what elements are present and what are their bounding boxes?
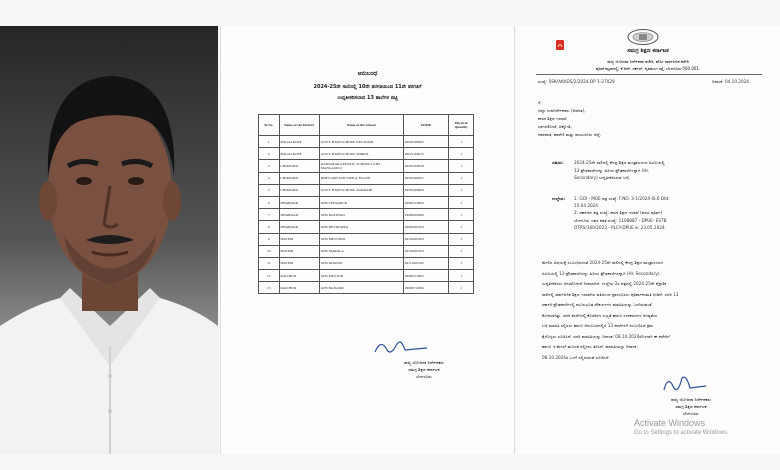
subject-line: Secondary) ಉನ್ನತೀಕರಿಸಿರುವ ಬಗ್ಗೆ.	[574, 175, 631, 180]
cell-school-name: GHS KHANGI	[319, 257, 403, 269]
subject-line: 13 ಪ್ರೌಢಶಾಲೆಗಳನ್ನು ಹಿರಿಯ ಪ್ರೌಢಶಾಲೆಗಳನ್ನಾಗಿ (Hr.	[574, 167, 650, 173]
cell-slno: 3	[259, 160, 280, 172]
recipient-line: ಗೆ,	[538, 100, 542, 105]
cell-quantity: 1	[449, 282, 474, 294]
cell-school-name: GHS DEVIKOPPA	[319, 221, 403, 233]
official-letter	[516, 26, 780, 454]
table-row	[259, 245, 474, 257]
annexure-document	[220, 26, 515, 454]
annexure-title: 2024-25ನೇ ಸಾಲಿನಲ್ಲಿ 10ನೇ ತರಗತಿಯಿಂದ 11ನೇ ತರಗತಿಗೆ	[313, 84, 422, 90]
reference-number: ಸಂಖ್ಯೆ: SSK/AKADS/2/2024-DP 1-27029	[538, 79, 615, 84]
subject-line: 2024-25ನೇ ಸಾಲಿನಲ್ಲಿ ಕೇಂದ್ರ ಶಿಕ್ಷಣ ಮಂತ್ರಾಲಯದ ಪಿಎಬಿಯಲ್ಲಿ	[574, 160, 665, 165]
reference-label: ಉಲ್ಲೇಖ:	[552, 196, 566, 201]
cell-district: DHARWAD	[279, 209, 319, 221]
body-line: ಸಾಲಿನಲ್ಲಿ ಸಾರ್ವಜನಿಕ ಶಿಕ್ಷಣ ಇಲಾಖೆಯ ವತಿಯಿಂದ ಪ್ರಾರಂಭಿಸಲು ಪೂರ್ವಾನುಮತಿ ನೀಡಿದೆ. ಸದರಿ 13	[542, 291, 679, 297]
column-header-district: Name of the District	[279, 115, 319, 136]
table-row	[259, 160, 474, 172]
table-row	[259, 257, 474, 269]
cell-udise: 29021103015	[403, 148, 449, 160]
cell-udise: 29020108202	[403, 136, 449, 148]
cell-school-name: GHS BAJGODI	[319, 282, 403, 294]
cell-udise: 29060712004	[403, 282, 449, 294]
cell-district: DHARWAD	[279, 196, 319, 208]
cell-quantity: 1	[449, 160, 474, 172]
letter-org-name: ಸಮಗ್ರ ಶಿಕ್ಷಣ ಕರ್ನಾಟಕ	[627, 48, 669, 54]
cell-district: CHIKKODI	[279, 160, 319, 172]
recipient-line: ಶಾಲಾ ಶಿಕ್ಷಣ ಇಲಾಖೆ,	[538, 116, 568, 121]
signatory-city: ಬೆಂಗಳೂರು	[416, 374, 432, 379]
annexure-subtitle: ಉನ್ನತೀಕರಿಸಲಾದ 13 ಶಾಲೆಗಳ ಪಟ್ಟಿ	[337, 95, 398, 101]
body-line: ಕೈಗೊಳ್ಳಲು ಸೂಚಿಸಿದೆ. ಸದರಿ ಮಾಹಿತಿಯನ್ನು ದಿನಾಂಕ: 08.10.2024ರೊಳಗಾಗಿ ಈ ಕಚೇರಿಗೆ	[542, 333, 670, 339]
body-line: ಹಾಗೂ ಇ-ಮೇಲ್ ಮೂಲಕ ಸಲ್ಲಿಸಲು ತಿಳಿಸಿದೆ. ಮಾಹಿತಿಯನ್ನು ದಿನಾಂಕ:	[542, 344, 638, 349]
emblem-logo	[626, 28, 660, 46]
cell-district: HAVERI	[279, 257, 319, 269]
reference-line: 15.04.2024	[574, 203, 598, 209]
school-list-table	[258, 114, 474, 294]
table-row	[259, 196, 474, 208]
cell-slno: 9	[259, 233, 280, 245]
cell-school-name: GHS VEERAPUR	[319, 196, 403, 208]
table-row	[259, 233, 474, 245]
cell-udise: 29111603102	[403, 257, 449, 269]
body-line: ಸರ್ಕಾರಿ ಪ್ರೌಢಶಾಲೆಗಳಲ್ಲಿ ಮೂಲಭೂತ ಸೌಕರ್ಯಗಳ ಮಾಹಿತಿಯನ್ನು ಒದಗಿಸುವಂತೆ	[542, 302, 652, 307]
cell-quantity: 1	[449, 221, 474, 233]
table-body	[259, 136, 474, 294]
cell-udise: 29110603103	[403, 233, 449, 245]
table-row	[259, 221, 474, 233]
cell-quantity: 1	[449, 209, 474, 221]
recipient-line: ಜಿಲ್ಲಾ ಉಪನಿರ್ದೇಶಕರು (ಆಡಳಿತ),	[538, 108, 586, 113]
letter-signature-scribble	[660, 372, 710, 394]
activate-windows-title: Activate Windows	[634, 418, 706, 428]
cell-district: BAGALKOTE	[279, 136, 319, 148]
table-row	[259, 172, 474, 184]
cell-udise: 29301408404	[403, 184, 449, 196]
cell-quantity: 1	[449, 257, 474, 269]
body-line: ಮೇಲಿನ ವಿಷಯಕ್ಕೆ ಸಂಬಂಧಿಸಿದಂತೆ 2024-25ನೇ ಸಾಲಿನಲ್ಲಿ ಕೇಂದ್ರ ಶಿಕ್ಷಣ ಮಂತ್ರಾಲಯದ	[542, 260, 664, 265]
letter-address-line2: ಪೂರಕ ಕಟ್ಟಡದಲ್ಲಿ, ಕೆ.ಆರ್. ಸರ್ಕಲ್, ನೃಪತುಂಗ ರಸ್ತೆ, ಬೆಂಗಳೂರು-560 001.	[595, 66, 701, 71]
cell-slno: 1	[259, 136, 280, 148]
cell-udise: 29301406101	[403, 172, 449, 184]
cell-slno: 11	[259, 257, 280, 269]
table-row	[259, 184, 474, 196]
cell-slno: 5	[259, 184, 280, 196]
cell-slno: 12	[259, 270, 280, 282]
reference-line: 2. ಸರ್ಕಾರದ ಪತ್ರ ಸಂಖ್ಯೆ: ಶಾಲಾ ಶಿಕ್ಷಣ ಇಲಾಖೆ (ಪದವಿ ಪೂರ್ವ)	[574, 210, 663, 216]
portrait-illustration	[0, 26, 218, 454]
cell-school-name: GOVT. HIGH SCHOOL SHIROL	[319, 148, 403, 160]
cell-school-name: GOVT. HIGH SCHOOL AWARADI	[319, 184, 403, 196]
table-header-row	[259, 115, 474, 136]
recipient-line: ಬಾಗಲಕೋಟೆ, ಚಿಕ್ಕೋಡಿ,	[538, 124, 572, 129]
cell-quantity: 1	[449, 270, 474, 282]
table-row	[259, 209, 474, 221]
cell-school-name: KARNATAKA PUBLIC SCHOOLS GHS MANGASULI	[319, 160, 403, 172]
cell-slno: 2	[259, 148, 280, 160]
column-header-slno: Sl.No.	[259, 115, 280, 136]
cell-slno: 7	[259, 209, 280, 221]
cell-udise: 29090110002	[403, 196, 449, 208]
cell-quantity: 1	[449, 184, 474, 196]
cell-district: CHIKKODI	[279, 172, 319, 184]
cell-school-name: GHS MEVUNDI	[319, 233, 403, 245]
cell-district: CHIKKODI	[279, 184, 319, 196]
cell-district: RAICHUR	[279, 270, 319, 282]
annexure-heading: ಅನುಬಂಧ	[357, 70, 378, 77]
body-line: ಕೋರಲಾಗಿತ್ತು. ಸದರಿ ಶಾಲೆಗಳಲ್ಲಿ ಕೊಠಡಿಗಳ ಲಭ್ಯತೆ ಹಾಗೂ ಉಪಕರಣಗಳ ಅಗತ್ಯತೆಯ	[542, 312, 658, 318]
table-row	[259, 136, 474, 148]
reference-line: 1. GOI - MOE ಪತ್ರ ಸಂಖ್ಯೆ: F.NO. 3-1/2024-IS.6 Dtd:	[574, 196, 670, 201]
cell-slno: 4	[259, 172, 280, 184]
letter-date: ದಿನಾಂಕ: 04.10.2024	[712, 79, 749, 84]
cell-district: HAVERI	[279, 245, 319, 257]
body-line: ಪಿಎಬಿಯಲ್ಲಿ 13 ಪ್ರೌಢಶಾಲೆಗಳನ್ನು ಹಿರಿಯ ಪ್ರೌಢಶಾಲೆಗಳನ್ನಾಗಿ (Hr. Secondary)	[542, 270, 660, 276]
column-header-udise: UDISE	[403, 115, 449, 136]
cell-quantity: 1	[449, 196, 474, 208]
cell-slno: 10	[259, 245, 280, 257]
letter-signatory-city: ಬೆಂಗಳೂರು	[683, 411, 699, 416]
reference-line: ಬೆಂಗಳೂರು ಇವರ ಕಡತ ಸಂಖ್ಯೆ: 1108887 - DPUE- ESTB	[574, 217, 667, 223]
recipient-line: ಧಾರವಾಡ, ಹಾವೇರಿ ಮತ್ತು ರಾಯಚೂರು ಜಿಲ್ಲೆ.	[538, 132, 602, 137]
cell-slno: 13	[259, 282, 280, 294]
cell-udise: 29090302103	[403, 221, 449, 233]
letter-signatory-org: ಸಮಗ್ರ ಶಿಕ್ಷಣ ಕರ್ನಾಟಕ	[675, 404, 707, 409]
signatory-org: ಸಮಗ್ರ ಶಿಕ್ಷಣ ಕರ್ನಾಟಕ	[408, 367, 440, 372]
cell-school-name: GHS KOLIWAD	[319, 209, 403, 221]
cell-slno: 8	[259, 221, 280, 233]
cell-quantity: 1	[449, 148, 474, 160]
activate-windows-subtitle: Go to Settings to activate Windows.	[634, 430, 729, 436]
column-header-quantity: Physical Quantity	[449, 115, 474, 136]
cell-district: BAGALKOTE	[279, 148, 319, 160]
signatory-title: ರಾಜ್ಯ ಯೋಜನಾ ನಿರ್ದೇಶಕರು	[404, 360, 444, 365]
cell-udise: 29110605103	[403, 245, 449, 257]
cell-slno: 6	[259, 196, 280, 208]
body-line: 08.10.2024ರ ಒಳಗೆ ಸಲ್ಲಿಸುವಂತೆ ಸೂಚಿಸಿದೆ.	[542, 354, 610, 360]
body-line: ಉನ್ನತೀಕರಿಸಲು ಅನುಮೋದನೆ ನೀಡಲಾಗಿದೆ. ಉಲ್ಲೇಖ-2ರ ಪತ್ರದಲ್ಲಿ 2024-25ನೇ ಶೈಕ್ಷಣಿಕ	[542, 281, 667, 286]
cell-school-name: GHS MAROLA	[319, 245, 403, 257]
table-row	[259, 270, 474, 282]
cell-district: DHARWAD	[279, 221, 319, 233]
cell-quantity: 1	[449, 136, 474, 148]
reference-line: OTRS/160/2023 - PLCY-DPUE ದಿ: 23.05.2024.	[574, 224, 666, 230]
cell-udise: 29301300918	[403, 160, 449, 172]
letterhead-divider	[536, 74, 762, 75]
cell-district: HAVERI	[279, 233, 319, 245]
cell-quantity: 1	[449, 233, 474, 245]
cell-udise: 29060112802	[403, 270, 449, 282]
cell-school-name: KHPS AND GHS SIMLA TIGADI	[319, 172, 403, 184]
portrait-photo	[0, 26, 218, 454]
cell-school-name: GOVT. HIGH SCHOOL KELAVADI	[319, 136, 403, 148]
table-row	[259, 148, 474, 160]
cell-quantity: 1	[449, 245, 474, 257]
column-header-school: Name of the School	[319, 115, 403, 136]
cell-udise: 29090202606	[403, 209, 449, 221]
cell-district: RAICHUR	[279, 282, 319, 294]
cell-quantity: 1	[449, 172, 474, 184]
letter-signatory-title: ರಾಜ್ಯ ಯೋಜನಾ ನಿರ್ದೇಶಕರು	[671, 397, 711, 402]
letter-address-line1: ರಾಜ್ಯ ಯೋಜನಾ ನಿರ್ದೇಶಕರ ಕಚೇರಿ, ಹೊಸ ಸಾರ್ವಜನಿಕ ಕಚೇರಿ	[607, 59, 689, 64]
cell-school-name: GHS MUSTUR	[319, 270, 403, 282]
subject-label: ವಿಷಯ:	[552, 160, 564, 165]
body-line: ಬಗ್ಗೆ ಮಾಹಿತಿ ಸಲ್ಲಿಸಲು ಹಾಗೂ ಅನುಬಂಧದಲ್ಲಿನ 13 ಶಾಲೆಗಳಿಗೆ ಸಂಬಂಧಿಸಿದ ಕ್ರಮ	[542, 323, 654, 328]
signature-scribble	[371, 336, 431, 358]
table-row	[259, 282, 474, 294]
